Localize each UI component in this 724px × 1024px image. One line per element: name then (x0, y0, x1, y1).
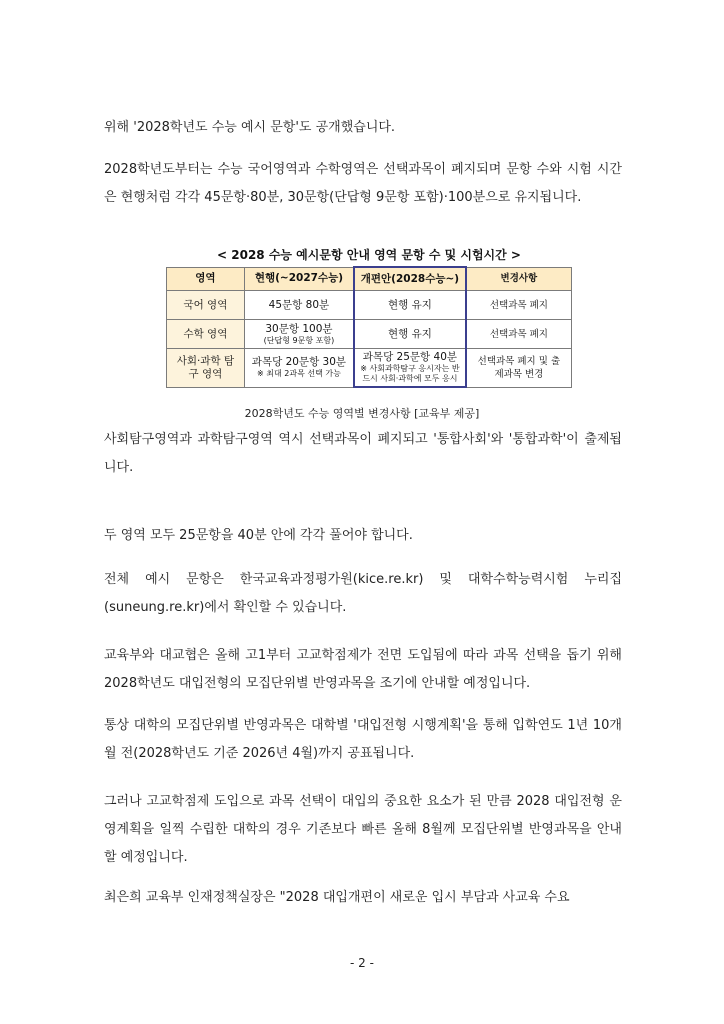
cell-change: 선택과목 폐지 (466, 320, 572, 349)
table-header-row (167, 267, 572, 291)
cell-new: 현행 유지 (354, 320, 466, 349)
header-current: 현행(~2027수능) (244, 267, 354, 291)
paragraph-intro: 위해 '2028학년도 수능 예시 문항'도 공개했습니다. (104, 120, 396, 135)
cell-area: 수학 영역 (167, 320, 245, 349)
header-area: 영역 (167, 267, 245, 291)
table-caption: 2028학년도 수능 영역별 변경사항 [교육부 제공] (244, 407, 480, 420)
cell-current: 45문항 80분 (244, 291, 354, 320)
paragraph-quote: 최은희 교육부 인재정책실장은 "2028 대입개편이 새로운 입시 부담과 사교육 수요 (104, 890, 570, 905)
page-number: - 2 - (350, 956, 374, 970)
table-row (167, 349, 572, 388)
paragraph-korean-math: 2028학년도부터는 수능 국어영역과 수학영역은 선택과목이 폐지되며 문항 수와 시험 시간은 현행처럼 각각 45문항·80분, 30문항(단답형 9문항 포함)·100분으로 유지됩니다. (104, 162, 622, 205)
paragraph-early-notice: 그러나 고교학점제 도입으로 과목 선택이 대입의 중요한 요소가 된 만큼 2028 대입전형 운영계획을 일찍 수립한 대학의 경우 기존보다 빠른 올해 8월께 모집단위별 반영과목을 안내할 예정입니다. (104, 794, 622, 865)
cell-new-note: ※ 사회과학탐구 응시자는 반드시 사회·과학에 모두 응시 (360, 364, 460, 383)
paragraph-ministry-plan: 교육부와 대교협은 올해 고1부터 고교학점제가 전면 도입됨에 따라 과목 선택을 돕기 위해 2028학년도 대입전형의 모집단위별 반영과목을 조기에 안내할 예정입니다. (104, 648, 622, 691)
table-title: < 2028 수능 예시문항 안내 영역 문항 수 및 시험시간 > (217, 248, 521, 262)
paragraph-time: 두 영역 모두 25문항을 40분 안에 각각 풀어야 합니다. (104, 528, 413, 543)
paragraph-social-science: 사회탐구영역과 과학탐구영역 역시 선택과목이 폐지되고 '통합사회'와 '통합과학'이 출제됩니다. (104, 432, 622, 475)
cell-new-main: 과목당 25문항 40분 (362, 351, 458, 363)
cell-change: 선택과목 폐지 및 출제과목 변경 (466, 349, 572, 388)
cell-change: 선택과목 폐지 (466, 291, 572, 320)
header-change: 변경사항 (466, 267, 572, 291)
cell-current (244, 349, 354, 388)
cell-area: 사회·과학 탐구 영역 (167, 349, 245, 388)
cell-current-note: (단답형 9문항 포함) (263, 335, 335, 345)
cell-current-note: ※ 최대 2과목 선택 가능 (257, 369, 341, 379)
paragraph-usual-schedule: 통상 대학의 모집단위별 반영과목은 대학별 '대입전형 시행계획'을 통해 입학연도 1년 10개월 전(2028학년도 기준 2026년 4월)까지 공표됩니다. (104, 718, 622, 761)
cell-new: 현행 유지 (354, 291, 466, 320)
header-new: 개편안(2028수능~) (354, 267, 466, 291)
table-row (167, 291, 572, 320)
paragraph-sample-questions: 전체 예시 문항은 한국교육과정평가원(kice.re.kr) 및 대학수학능력시험 누리집(suneung.re.kr)에서 확인할 수 있습니다. (104, 572, 622, 615)
cell-current (244, 320, 354, 349)
table-row (167, 320, 572, 349)
exam-info-table (166, 266, 572, 388)
cell-current-main: 과목당 20문항 30분 (251, 356, 347, 369)
cell-area: 국어 영역 (167, 291, 245, 320)
cell-current-main: 30문항 100분 (265, 322, 333, 335)
cell-new (354, 349, 466, 388)
